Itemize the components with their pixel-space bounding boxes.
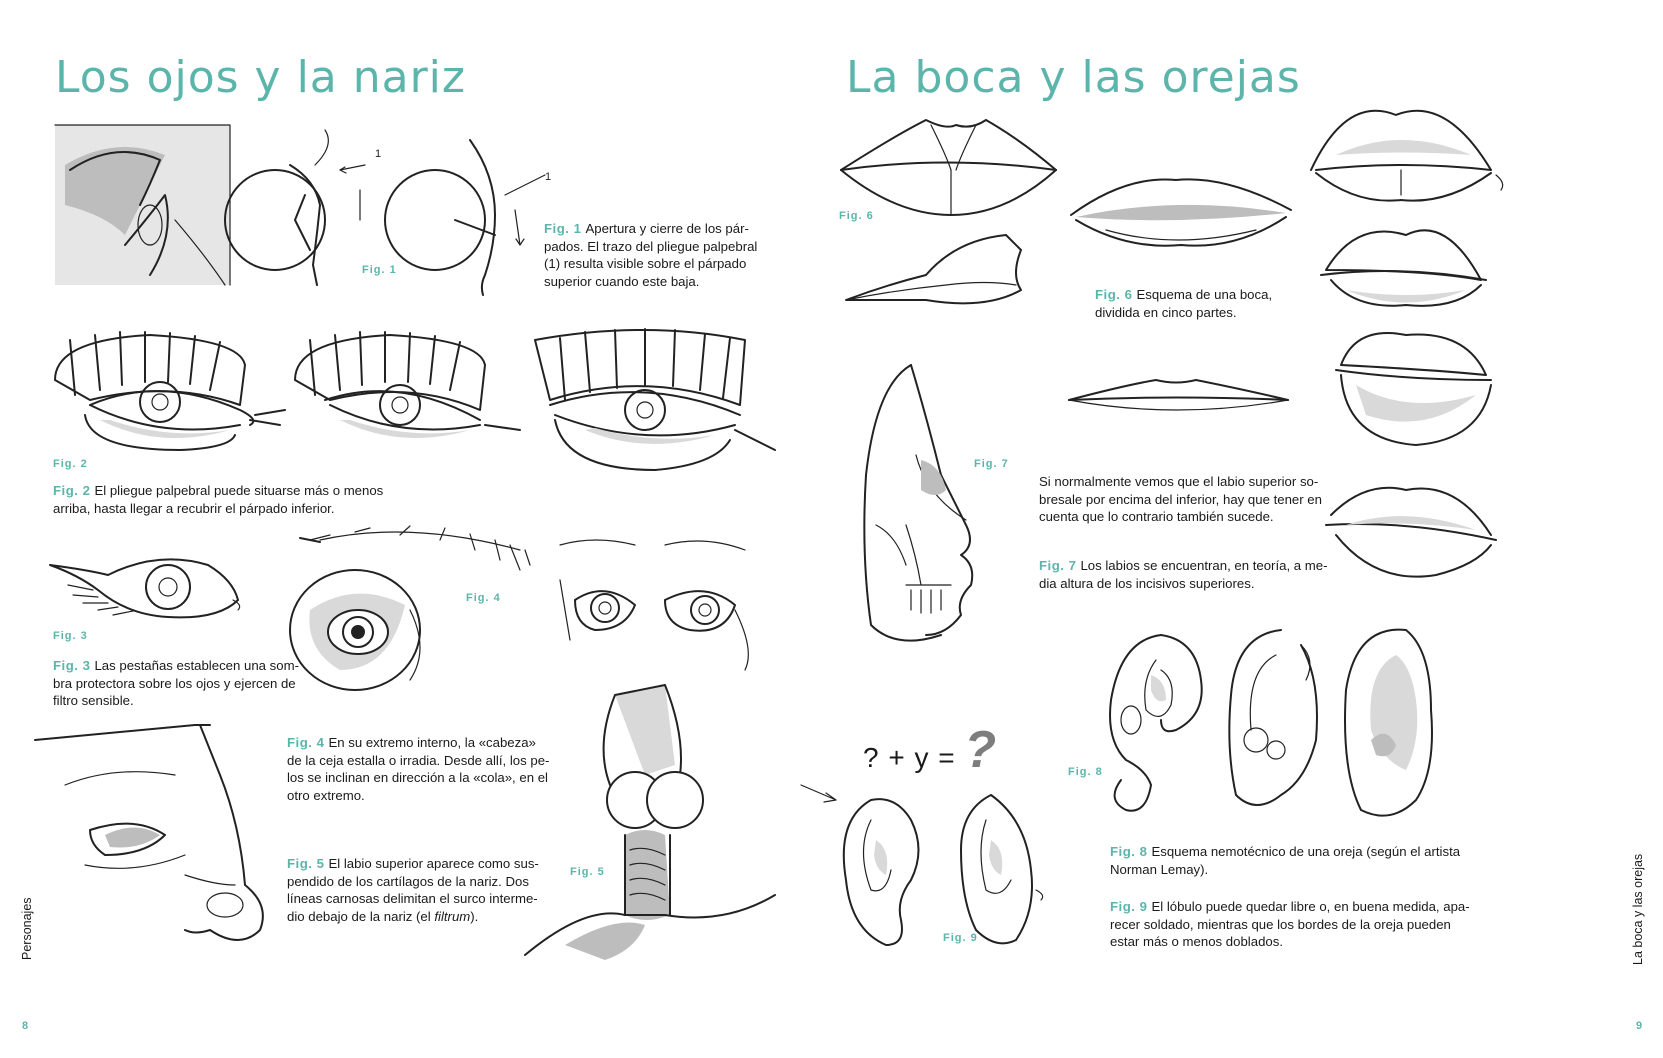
fig7-label: Fig. 7	[974, 458, 1009, 470]
equation-text: ? + y =	[863, 742, 965, 773]
fig3-illustration	[48, 545, 248, 625]
fig2-eye-3	[535, 329, 775, 470]
fig9-caption-line: recer soldado, mientras que los bordes de la oreja pueden	[1110, 916, 1451, 932]
fig5-caption-emphasis: filtrum	[434, 908, 471, 924]
fig8-illustration	[1106, 620, 1436, 825]
fig5-caption-line: líneas carnosas delimitan el surco interme-	[287, 891, 538, 906]
fig1-marker-a: 1	[375, 148, 382, 160]
fig7-illustration	[856, 355, 1031, 655]
fig2-eye-2	[295, 332, 520, 438]
fig5-label: Fig. 5	[570, 866, 605, 878]
fig5-caption	[287, 855, 539, 925]
fig4-caption-line: otro extremo.	[287, 787, 365, 803]
fig8-caption	[1110, 843, 1460, 878]
fig5-illustration	[525, 685, 790, 970]
fig9-illustration	[796, 780, 1096, 955]
fig1-caption-line: superior cuando este baja.	[544, 273, 700, 289]
fig3-caption-label: Fig. 3	[53, 658, 91, 673]
section-label-right: La boca y las orejas	[1631, 853, 1645, 965]
fig3-caption-line: Las pestañas establecen una som-	[94, 658, 299, 673]
fig1-illustration	[55, 125, 565, 300]
fig5-caption-line: El labio superior aparece como sus-	[328, 856, 539, 871]
page-title-left: Los ojos y la nariz	[55, 52, 467, 103]
fig2-caption-line: El pliegue palpebral puede situarse más o menos	[94, 483, 384, 498]
fig7-caption-label: Fig. 7	[1039, 558, 1077, 573]
fig5-caption-line: dio debajo de la nariz (el	[287, 908, 435, 924]
fig8-label: Fig. 8	[1068, 766, 1103, 778]
fig3-caption-line: filtro sensible.	[53, 693, 134, 708]
fig5-caption-label: Fig. 5	[287, 856, 325, 871]
fig8-caption-line: Norman Lemay).	[1110, 861, 1209, 877]
mouth-thin-illustration	[1066, 375, 1291, 425]
fig1-caption-label: Fig. 1	[544, 221, 582, 236]
mouth-column-illustration	[1306, 95, 1506, 605]
page-title-right: La boca y las orejas	[846, 52, 1301, 103]
fig3-label: Fig. 3	[53, 630, 88, 642]
fig2-label: Fig. 2	[53, 458, 88, 470]
mid-text	[1039, 473, 1322, 526]
right-page	[831, 0, 1663, 1058]
fig1-caption	[544, 220, 757, 290]
equation	[863, 720, 997, 780]
fig6-caption-line: dividida en cinco partes.	[1095, 304, 1237, 320]
fig4-caption-line: En su extremo interno, la «cabeza»	[328, 735, 536, 750]
fig4-illustration	[270, 520, 555, 715]
page-number-left: 8	[22, 1020, 29, 1032]
fig4-caption-line: los se inclinan en dirección a la «cola», en el	[287, 770, 548, 785]
fig4-caption	[287, 734, 549, 804]
mid-text-line: Si normalmente vemos que el labio superior so-	[1039, 474, 1319, 489]
fig1-label: Fig. 1	[362, 264, 397, 276]
fig6-caption	[1095, 286, 1272, 321]
fig6-label: Fig. 6	[839, 210, 874, 222]
fig3-caption	[53, 657, 299, 710]
fig6-caption-line: Esquema de una boca,	[1136, 287, 1273, 302]
fig2-caption-label: Fig. 2	[53, 483, 91, 498]
equation-question-mark: ?	[964, 721, 998, 779]
fig3-caption-line: bra protectora sobre los ojos y ejercen de	[53, 675, 296, 691]
face-profile-illustration	[35, 725, 280, 955]
fig9-caption-label: Fig. 9	[1110, 899, 1148, 914]
left-page	[0, 0, 831, 1058]
mid-text-line: cuenta que lo contrario también sucede.	[1039, 509, 1274, 524]
section-label-left: Personajes	[20, 897, 34, 960]
fig5-caption-line: ).	[470, 908, 479, 924]
fig4-label: Fig. 4	[466, 592, 501, 604]
fig1-marker-b: 1	[545, 171, 552, 183]
fig7-caption-line: Los labios se encuentran, en teoría, a me-	[1080, 558, 1328, 573]
page-number-right: 9	[1636, 1020, 1643, 1032]
fig1-caption-line: pados. El trazo del pliegue palpebral	[544, 238, 758, 254]
cartoon-eyes-illustration	[555, 530, 790, 675]
fig1-caption-line: Apertura y cierre de los pár-	[585, 221, 749, 236]
fig2-caption	[53, 482, 383, 517]
fig2-illustration	[50, 320, 790, 475]
fig5-caption-line: pendido de los cartílagos de la nariz. Dos	[287, 873, 529, 889]
fig9-caption	[1110, 898, 1470, 951]
fig4-caption-label: Fig. 4	[287, 735, 325, 750]
fig9-label: Fig. 9	[943, 932, 978, 944]
fig7-caption-line: dia altura de los incisivos superiores.	[1039, 575, 1255, 591]
mouth-open-illustration	[1066, 155, 1296, 250]
fig9-caption-line: El lóbulo puede quedar libre o, en buena medida, apa-	[1151, 899, 1470, 914]
fig9-caption-line: estar más o menos doblados.	[1110, 934, 1283, 949]
fig4-caption-line: de la ceja estalla o irradia. Desde allí, los pe-	[287, 752, 550, 768]
mid-text-line: bresale por encima del inferior, hay que tener en	[1039, 491, 1322, 507]
fig8-caption-label: Fig. 8	[1110, 844, 1148, 859]
fig1-caption-line: (1) resulta visible sobre el párpado	[544, 256, 747, 271]
fig2-eye-1	[55, 332, 285, 450]
fig6-caption-label: Fig. 6	[1095, 287, 1133, 302]
fig7-caption	[1039, 557, 1327, 592]
fig2-caption-line: arriba, hasta llegar a recubrir el párpado inferior.	[53, 500, 335, 516]
fig8-caption-line: Esquema nemotécnico de una oreja (según el artista	[1151, 844, 1461, 859]
